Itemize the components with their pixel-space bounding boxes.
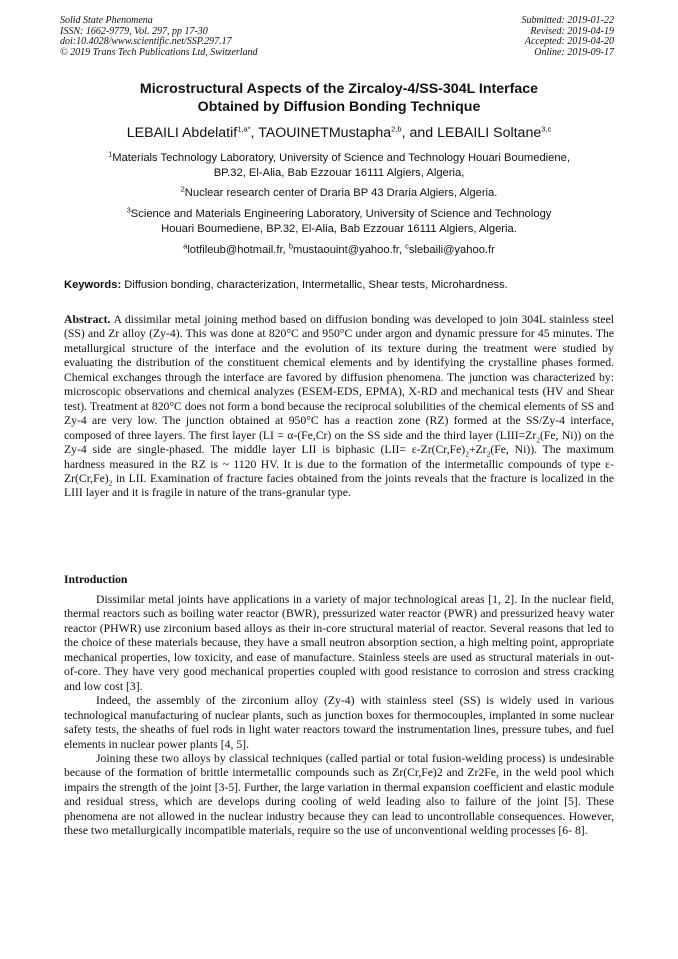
email-c-sup: c bbox=[405, 241, 409, 251]
keywords bbox=[64, 279, 614, 292]
intro-paragraph-2: Indeed, the assembly of the zirconium alloy (Zy-4) with stainless steel (SS) is widely used in various technological manufacturing of nuclear plants, such as junction boxes for thermocouples, implanted in some nuclear safety tests, the sheaths of fuel rods in light water reactors toward the instrumentation lines, pressure tubes, and fuel elements in nuclear power plants [4, 5]. bbox=[64, 694, 614, 751]
introduction-body bbox=[64, 593, 614, 839]
journal-copyright: © 2019 Trans Tech Publications Ltd, Switzerland bbox=[60, 46, 258, 58]
abstract-label: Abstract. bbox=[64, 313, 111, 326]
section-heading-introduction: Introduction bbox=[64, 573, 128, 586]
paper-title bbox=[40, 81, 638, 116]
author-3-name: LEBAILI Soltane bbox=[437, 125, 542, 141]
abstract-text-5: in LII. Examination of fracture facies obtained from the joints reveals that the fracture is localized in the LIII layer and it is fragile in nature of the trans-granular type. bbox=[64, 471, 614, 500]
abstract-sub: 2 bbox=[486, 449, 491, 459]
affiliation-1 bbox=[50, 151, 628, 180]
abstract bbox=[64, 313, 614, 501]
affiliation-2-num: 2 bbox=[180, 184, 185, 194]
email-a[interactable]: lotfileub@hotmail.fr, bbox=[187, 244, 289, 256]
title-line-2: Obtained by Diffusion Bonding Technique bbox=[197, 98, 481, 115]
abstract-sub: 2 bbox=[465, 449, 469, 459]
affiliation-2-line-1: Nuclear research center of Draria BP 43 Draria Algiers, Algeria. bbox=[184, 187, 498, 199]
abstract-text-4: (Fe, Ni)). The maximum hardness measured in the RZ is ~ 1120 HV. It is due to the formation of the intermetallic compounds of type ε-Zr(Cr,Fe) bbox=[64, 443, 615, 485]
abstract-text-3: +Zr bbox=[468, 443, 487, 457]
journal-doi[interactable]: doi:10.4028/www.scientific.net/SSP.297.17 bbox=[60, 36, 232, 48]
abstract-text-1: A dissimilar metal joining method based on diffusion bonding was developed to join 304L stainless steel (SS) and Zr alloy (Zy-4). This was done at 820°C and 950°C under argon and dynamic pressure for 45 minutes. The metallurgical structure of the interface and the evolution of its texture during the treatment were studied by evaluating the distribution of the constituent chemical elements and by identifying the crystalline phases formed. Chemical exchanges through the interface are favored by diffusion phenomena. The junction was characterized by: microscopic observations and chemical analyzes (ESEM-EDS, EPMA), X-RD and mechanical tests (HV and Shear test). Treatment at 820°C does not form a bond because the reciprocal solubilities of the chemical elements of SS and Zy-4 are very low. The junction obtained at 950°C has a reaction zone (RZ) formed at the SS/Zy-4 interface, composed of three layers. The first layer (LI = α-(Fe,Cr) on the SS side and the third layer (LIII=Zr bbox=[64, 313, 614, 442]
author-emails bbox=[50, 243, 628, 258]
abstract-sub: 2 bbox=[536, 434, 540, 444]
affiliation-3-num: 3 bbox=[126, 205, 131, 215]
date-accepted: Accepted: 2019-04-20 bbox=[524, 36, 614, 48]
affiliation-1-line-2: BP.32, El-Alia, Bab Ezzouar 16111 Algiers, Algeria, bbox=[213, 166, 465, 179]
email-b-sup: b bbox=[288, 241, 294, 251]
email-a-sup: a bbox=[183, 241, 188, 251]
affiliation-1-num: 1 bbox=[108, 149, 113, 159]
date-online: Online: 2019-09-17 bbox=[534, 46, 614, 58]
affiliation-3-line-2: Houari Boumediene, BP.32, El-Alia, Bab Ezzouar 16111 Algiers, Algeria. bbox=[161, 222, 517, 235]
affiliation-3-line-1: Science and Materials Engineering Laboratory, University of Science and Technology bbox=[130, 208, 552, 220]
author-2-name: TAOUINETMustapha bbox=[258, 125, 392, 141]
email-b[interactable]: mustaouint@yahoo.fr, bbox=[293, 244, 406, 256]
date-submitted: Submitted: 2019-01-22 bbox=[521, 15, 614, 26]
author-1-sup: 1,a* bbox=[237, 124, 251, 134]
affiliation-1-line-1: Materials Technology Laboratory, University of Science and Technology Houari Boumediene, bbox=[112, 152, 570, 164]
author-separator: , bbox=[250, 125, 259, 141]
author-1-name: LEBAILI Abdelatif bbox=[126, 125, 238, 141]
author-3-sup: 3,c bbox=[541, 124, 552, 134]
abstract-text-2: (Fe, Ni)) on the Zy-4 side are single-phased. The middle layer LII is biphasic (LII= ε-Zr(Cr,Fe) bbox=[64, 428, 614, 457]
keywords-text: Diffusion bonding, characterization, Intermetallic, Shear tests, Microhardness. bbox=[121, 279, 508, 291]
publication-dates bbox=[522, 16, 615, 58]
date-revised: Revised: 2019-04-19 bbox=[530, 25, 614, 37]
affiliation-2 bbox=[50, 186, 628, 201]
author-list bbox=[40, 125, 638, 141]
affiliation-3 bbox=[50, 207, 628, 236]
email-c[interactable]: slebaili@yahoo.fr bbox=[408, 244, 495, 256]
author-separator: , and bbox=[401, 125, 438, 141]
intro-paragraph-3: Joining these two alloys by classical techniques (called partial or total fusion-welding process) is undesirable because of the formation of brittle intermetallic compounds such as Zr(Cr,Fe)2 and Zr2Fe, in the weld pool which impairs the strength of the joint [3-5]. Further, the large variation in thermal expansion coefficient and elastic module and residual stress, which are develops during cooling of weld leading also to failure of the joint [5]. These phenomena are not allowed in the nuclear industry because they can lead to uncontrollable consequences. However, these two metallurgically incompatible materials, require so the use of unconventional welding processes [6- 8]. bbox=[64, 751, 614, 838]
abstract-sub: 2 bbox=[108, 478, 113, 488]
title-line-1: Microstructural Aspects of the Zircaloy-4/SS-304L Interface bbox=[139, 81, 539, 97]
journal-name: Solid State Phenomena bbox=[60, 15, 153, 26]
journal-info bbox=[60, 16, 258, 58]
intro-paragraph-1: Dissimilar metal joints have applications in a variety of major technological areas [1, 2]. In the nuclear field, thermal reactors such as boiling water reactor (BWR), pressurized water reactor (PWR) and pressurized heavy water reactor (PHWR) use zirconium based alloys as their in-core structural material of reactor. Several reasons that led to the choice of these materials because, they have a small neutron absorption section, a high melting point, appropriate mechanical properties, low toxicity, and ease of manufacture. Stainless steels are used as structural materials in out-of-core. They have very good mechanical properties coupled with good resistance to corrosion and stress cracking and low cost [3]. bbox=[64, 593, 614, 693]
journal-issn: ISSN: 1662-9779, Vol. 297, pp 17-30 bbox=[60, 25, 208, 37]
keywords-label: Keywords: bbox=[64, 279, 122, 291]
author-2-sup: 2,b bbox=[391, 124, 402, 134]
